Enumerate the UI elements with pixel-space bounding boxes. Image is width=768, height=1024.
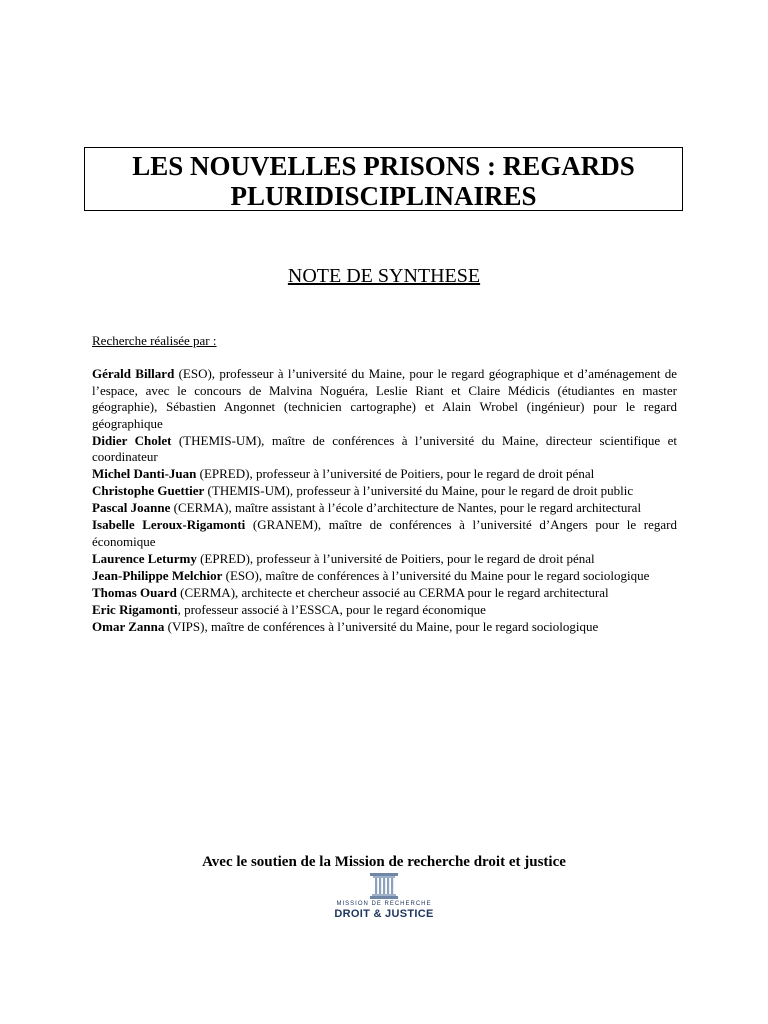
- logo-big-text: DROIT & JUSTICE: [334, 908, 434, 920]
- researcher-entry: [92, 619, 677, 636]
- document-title-box: [84, 147, 683, 211]
- document-title-line-2: PLURIDISCIPLINAIRES: [230, 181, 537, 211]
- researcher-entry: [92, 585, 677, 602]
- researcher-description: (VIPS), maître de conférences à l’université du Maine, pour le regard sociologique: [164, 618, 599, 634]
- document-title-line-1: LES NOUVELLES PRISONS : REGARDS: [132, 151, 635, 181]
- researcher-description: (CERMA), maître assistant à l’école d’architecture de Nantes, pour le regard architectural: [170, 500, 642, 515]
- researcher-name: Michel Danti-Juan: [92, 466, 197, 481]
- researcher-name: Eric Rigamonti: [92, 601, 178, 617]
- column-pillar-icon: [367, 872, 401, 900]
- logo-small-text: MISSION DE RECHERCHE: [336, 901, 432, 907]
- mission-droit-justice-logo: [328, 872, 440, 928]
- research-intro-label: Recherche réalisée par :: [92, 333, 217, 348]
- researcher-entry: [92, 466, 677, 483]
- researcher-name: Didier Cholet: [92, 432, 172, 448]
- researcher-entry: [92, 551, 677, 568]
- researcher-description: (EPRED), professeur à l’université de Poitiers, pour le regard de droit pénal: [196, 466, 595, 481]
- researcher-description: (ESO), maître de conférences à l’université du Maine pour le regard sociologique: [222, 567, 650, 583]
- researcher-description: (THEMIS-UM), maître de conférences à l’université du Maine, directeur scientifique et coordinateur: [92, 432, 677, 464]
- researcher-name: Pascal Joanne: [92, 500, 171, 515]
- researcher-entry: [92, 602, 677, 619]
- researcher-description: , professeur associé à l’ESSCA, pour le regard économique: [177, 601, 486, 617]
- researcher-description: (ESO), professeur à l’université du Maine, pour le regard géographique et d’aménagement de l’espace, avec le concours de Malvina Noguéra, Leslie Riant et Claire Médicis (étudiantes en master géographie), Sébastien Angonnet (technicien cartographe) et Alain Wrobel (ingénieur) pour le regard géographique: [92, 366, 678, 431]
- support-statement: Avec le soutien de la Mission de recherche droit et justice: [202, 854, 566, 870]
- document-subtitle: NOTE DE SYNTHESE: [287, 265, 481, 287]
- researcher-entry: [92, 500, 677, 517]
- researcher-entry: [92, 517, 677, 550]
- researcher-description: (THEMIS-UM), professeur à l’université du Maine, pour le regard de droit public: [204, 483, 634, 498]
- researcher-name: Omar Zanna: [92, 618, 165, 634]
- researcher-name: Jean-Philippe Melchior: [92, 567, 223, 583]
- researcher-name: Thomas Ouard: [92, 584, 177, 600]
- researcher-description: (GRANEM), maître de conférences à l’université d’Angers pour le regard économique: [92, 517, 677, 549]
- researcher-entry: [92, 433, 677, 466]
- researcher-description: (EPRED), professeur à l’université de Poitiers, pour le regard de droit pénal: [196, 550, 595, 566]
- researcher-entry: [92, 366, 677, 432]
- researcher-name: Isabelle Leroux-Rigamonti: [92, 517, 246, 532]
- researcher-entry: [92, 483, 677, 500]
- researcher-entry: [92, 568, 677, 585]
- researcher-name: Gérald Billard: [92, 366, 175, 381]
- researcher-name: Christophe Guettier: [92, 483, 205, 498]
- researcher-name: Laurence Leturmy: [92, 550, 197, 566]
- researcher-description: (CERMA), architecte et chercheur associé au CERMA pour le regard architectural: [176, 584, 609, 600]
- researcher-list: [92, 366, 677, 636]
